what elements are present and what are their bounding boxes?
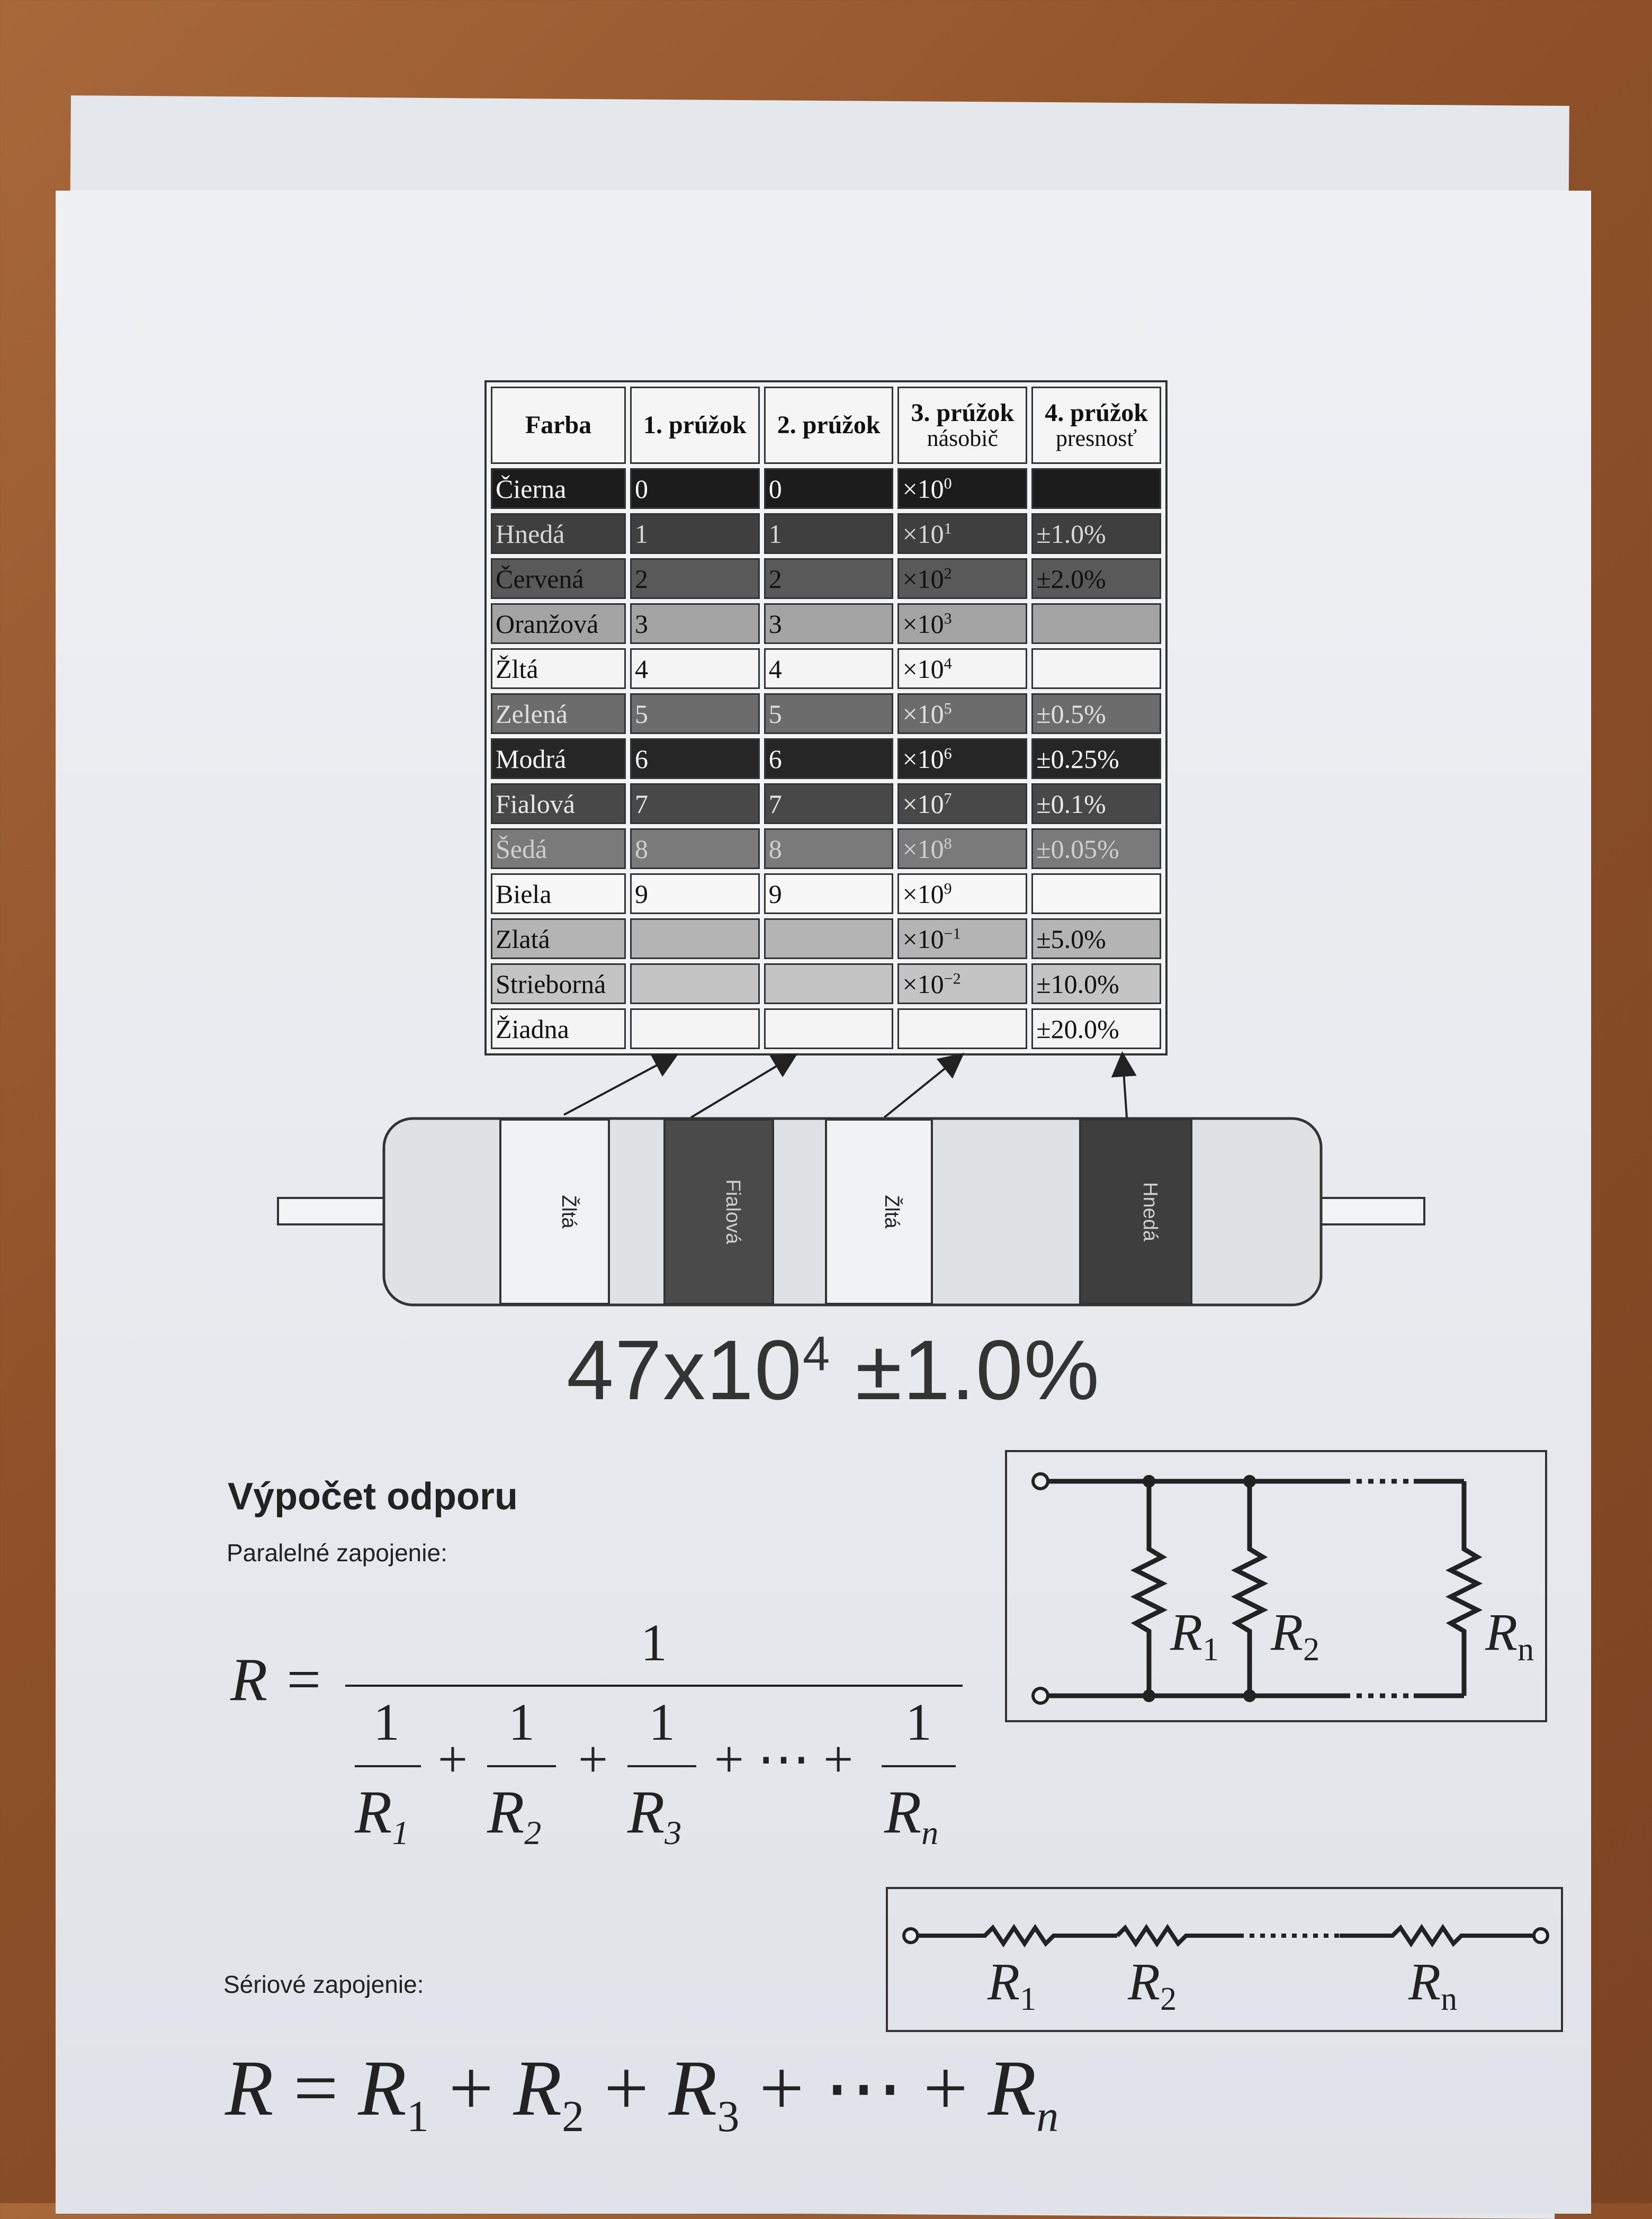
terminal-bottom [1033, 1688, 1048, 1703]
cell-band1: 6 [630, 738, 760, 779]
multiplier-exponent: 7 [944, 789, 952, 807]
term1-denominator: R1 [355, 1778, 409, 1851]
cell-band2: 2 [764, 558, 894, 599]
term-n [882, 1693, 956, 1851]
parallel-formula [230, 1613, 963, 1851]
resistor-lead-right [1316, 1198, 1424, 1224]
cell-tolerance: ±2.0% [1031, 558, 1161, 599]
parallel-lhs: R = [230, 1646, 324, 1713]
multiplier-exponent: 9 [944, 879, 952, 897]
series-plus3: + [759, 2044, 804, 2132]
parallel-circuit-labels [1170, 1603, 1534, 1668]
cell-color-name: Čierna [491, 468, 626, 509]
cell-color-name: Oranžová [491, 603, 626, 644]
arrow-band3 [884, 1055, 961, 1117]
result-exponent: 4 [802, 1327, 831, 1381]
cell-tolerance: ±5.0% [1031, 918, 1161, 959]
termn-numerator: 1 [905, 1693, 932, 1751]
par-label-r1: $R_1$ [1170, 1603, 1219, 1668]
cell-band1: 1 [630, 513, 760, 554]
series-term3: R [668, 2044, 717, 2132]
multiplier-prefix: ×10 [902, 563, 944, 594]
series-plus2: + [604, 2044, 649, 2132]
cell-band2: 4 [764, 648, 894, 689]
parallel-label: Paralelné zapojenie: [227, 1539, 447, 1567]
cell-band2: 9 [764, 873, 894, 914]
band4 [1080, 1120, 1191, 1304]
multiplier-prefix: ×10 [902, 969, 944, 999]
multiplier-prefix: ×10 [902, 473, 944, 504]
series-dots: ⋯ [824, 2044, 903, 2132]
section-title: Výpočet odporu [228, 1475, 518, 1518]
term1-numerator: 1 [373, 1693, 400, 1751]
band3-label: Žltá [881, 1195, 903, 1229]
par-label-r2: $R_2$ [1271, 1603, 1320, 1668]
multiplier-prefix: ×10 [902, 699, 944, 729]
cell-tolerance: ±1.0% [1031, 513, 1161, 554]
series-terminal-left [904, 1929, 918, 1943]
cell-tolerance: ±20.0% [1031, 1008, 1161, 1049]
result-base: 47x10 [567, 1322, 803, 1417]
multiplier-exponent: 0 [944, 474, 952, 492]
multiplier-exponent: 4 [944, 654, 952, 672]
arrow-band1 [564, 1055, 675, 1115]
cell-color-name: Modrá [491, 738, 626, 779]
series-term2: R [513, 2044, 562, 2132]
series-terminal-right [1534, 1929, 1548, 1943]
resistance-result [567, 1321, 1100, 1419]
resistor-r2-symbol [1236, 1481, 1263, 1696]
header-band3-title: 3. prúžok [911, 398, 1014, 427]
cell-color-name: Šedá [491, 828, 626, 869]
arrow-band4 [1123, 1055, 1127, 1117]
ellipsis-plus: + ⋯ + [714, 1730, 854, 1788]
cell-color-name: Zlatá [491, 918, 626, 959]
term-3 [627, 1693, 696, 1851]
cell-band1: 0 [630, 468, 760, 509]
term2-numerator: 1 [508, 1693, 535, 1751]
plus-2: + [578, 1730, 608, 1788]
band1-label: Žltá [558, 1195, 580, 1229]
series-lhs: R [225, 2044, 274, 2132]
cell-band2: 8 [764, 828, 894, 869]
cell-band1: 8 [630, 828, 760, 869]
cell-band2: 3 [764, 603, 894, 644]
cell-color-name: Zelená [491, 693, 626, 734]
cell-band1: 7 [630, 783, 760, 824]
series-plus4: + [923, 2044, 968, 2132]
header-band1: 1. prúžok [630, 387, 760, 464]
cell-tolerance: ±0.25% [1031, 738, 1161, 779]
par-label-rn: $R_n$ [1485, 1603, 1534, 1668]
result-tolerance: ±1.0% [855, 1322, 1101, 1417]
series-label: Sériové zapojenie: [223, 1971, 424, 1998]
cell-band1: 4 [630, 648, 760, 689]
series-termn: R [987, 2044, 1037, 2132]
multiplier-prefix: ×10 [902, 789, 944, 819]
cell-band1: 2 [630, 558, 760, 599]
resistor [278, 1119, 1424, 1305]
multiplier-exponent: 6 [944, 744, 952, 762]
resistor-r1-symbol [1136, 1481, 1162, 1696]
multiplier-exponent: 1 [944, 519, 952, 537]
header-band2: 2. prúžok [764, 387, 894, 464]
cell-band1: 3 [630, 603, 760, 644]
cell-color-name: Červená [491, 558, 626, 599]
header-color: Farba [491, 387, 626, 464]
series-term1: R [358, 2044, 407, 2132]
series-plus1: + [448, 2044, 493, 2132]
terminal-top [1033, 1474, 1048, 1489]
multiplier-prefix: ×10 [902, 609, 944, 639]
multiplier-exponent: −1 [944, 924, 961, 942]
cell-color-name: Fialová [491, 783, 626, 824]
band-arrows [564, 1055, 1127, 1117]
cell-band2: 5 [764, 693, 894, 734]
series-index2: 2 [562, 2092, 585, 2141]
series-index1: 1 [406, 2092, 429, 2141]
series-circuit-labels [987, 1952, 1457, 2017]
multiplier-prefix: ×10 [902, 834, 944, 864]
plus-1: + [437, 1730, 468, 1788]
multiplier-prefix: ×10 [902, 924, 944, 954]
band1 [500, 1120, 609, 1304]
series-wire-r1 [918, 1928, 1117, 1944]
series-index3: 3 [717, 2092, 740, 2141]
cell-color-name: Biela [491, 873, 626, 914]
series-wire-rn [1340, 1928, 1534, 1944]
ser-label-r2: $R_2$ [1128, 1952, 1177, 2017]
multiplier-prefix: ×10 [902, 654, 944, 684]
termn-denominator: Rn [884, 1778, 939, 1851]
resistor-lead-left [278, 1198, 387, 1224]
cell-tolerance: ±0.1% [1031, 783, 1161, 824]
arrow-band2 [691, 1055, 794, 1117]
band3 [826, 1120, 932, 1304]
band2 [665, 1120, 773, 1304]
cell-color-name: Hnedá [491, 513, 626, 554]
header-band4-subtitle: presnosť [1055, 425, 1137, 452]
multiplier-exponent: −2 [944, 969, 961, 987]
cell-band2: 1 [764, 513, 894, 554]
multiplier-exponent: 2 [944, 564, 952, 582]
series-wire-r2 [1117, 1928, 1239, 1944]
cell-band1: 9 [630, 873, 760, 914]
header-band4-title: 4. prúžok [1045, 398, 1148, 427]
multiplier-prefix: ×10 [902, 744, 944, 774]
cell-band1: 5 [630, 693, 760, 734]
cell-color-name: Strieborná [491, 963, 626, 1004]
header-band3-subtitle: násobič [927, 425, 999, 452]
series-indexn: n [1036, 2092, 1059, 2141]
term-2 [487, 1693, 556, 1851]
series-eq: = [293, 2044, 338, 2132]
cell-band2: 7 [764, 783, 894, 824]
term-1 [354, 1693, 421, 1851]
band4-label: Hnedá [1139, 1182, 1161, 1241]
parallel-numerator: 1 [641, 1613, 667, 1672]
cell-tolerance: ±10.0% [1031, 963, 1161, 1004]
multiplier-exponent: 8 [944, 834, 952, 852]
cell-band2: 0 [764, 468, 894, 509]
cell-band2: 6 [764, 738, 894, 779]
multiplier-exponent: 5 [944, 699, 952, 717]
series-formula [225, 2042, 1058, 2142]
ser-label-r1: $R_1$ [987, 1952, 1037, 2017]
cell-color-name: Žiadna [491, 1008, 626, 1049]
ser-label-rn: $R_n$ [1408, 1952, 1458, 2017]
term3-denominator: R3 [627, 1778, 682, 1851]
multiplier-prefix: ×10 [902, 518, 944, 549]
parallel-circuit [1006, 1451, 1546, 1721]
term3-numerator: 1 [649, 1693, 675, 1751]
cell-tolerance: ±0.5% [1031, 693, 1161, 734]
resistor-rn-symbol [1451, 1481, 1477, 1696]
band2-label: Fialová [722, 1179, 744, 1245]
cell-color-name: Žltá [491, 648, 626, 689]
term2-denominator: R2 [487, 1778, 542, 1851]
multiplier-exponent: 3 [944, 609, 952, 627]
multiplier-prefix: ×10 [902, 879, 944, 909]
cell-tolerance: ±0.05% [1031, 828, 1161, 869]
